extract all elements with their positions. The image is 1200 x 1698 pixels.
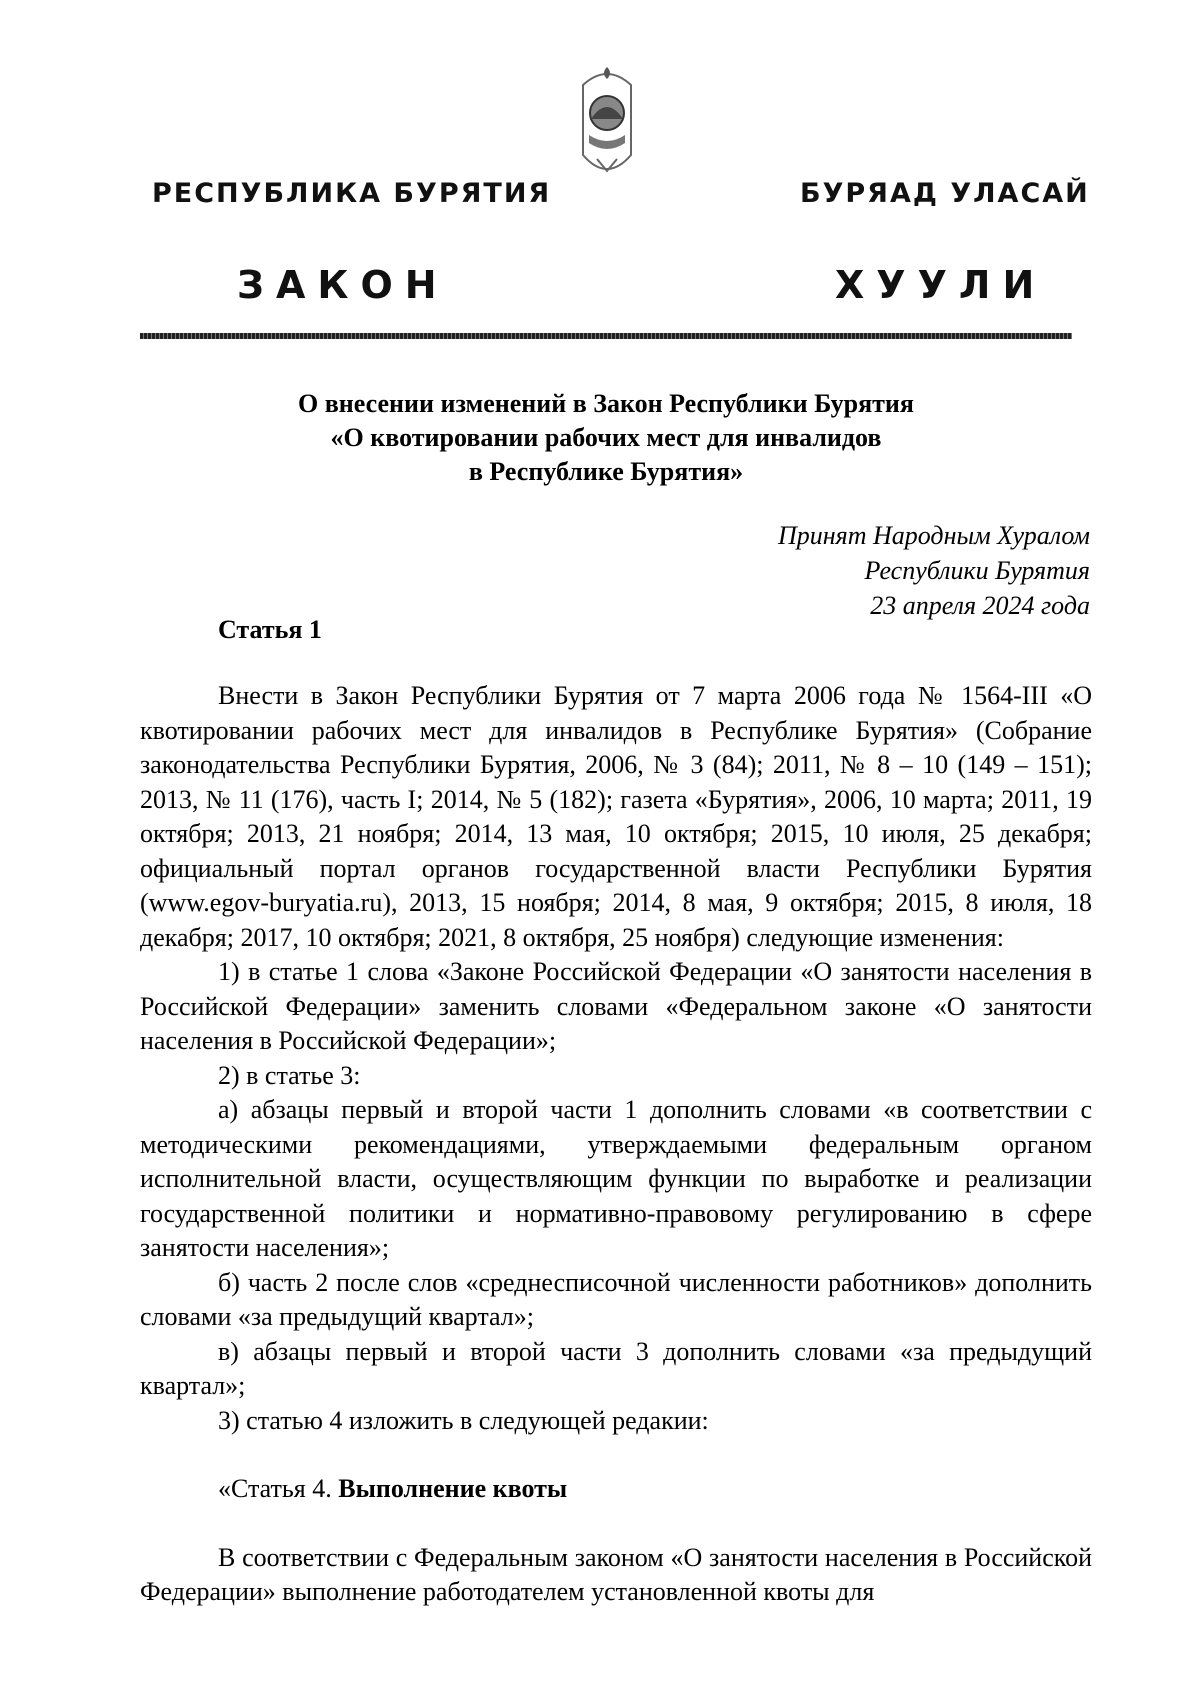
adoption-line: Принят Народным Хуралом	[777, 521, 1090, 550]
header-republic-ru: РЕСПУБЛИКА БУРЯТИЯ	[152, 178, 552, 209]
document-body	[140, 679, 1092, 1610]
header-law-bua: ХУУЛИ	[835, 263, 1047, 307]
body-paragraph: В соответствии с Федеральным законом «О занятости населения в Российской Федерации» выполнение работодателем установленной квоты для	[140, 1542, 1092, 1606]
document-title	[140, 387, 1072, 489]
body-paragraph: в) абзацы первый и второй части 3 дополнить словами «за предыдущий квартал»;	[140, 1336, 1092, 1400]
body-paragraph: 1) в статье 1 слова «Законе Российской Федерации «О занятости населения в Российской Федерации» заменить словами «Федеральном законе «О занятости населения в Российской Федерации»;	[140, 957, 1092, 1055]
coat-of-arms-emblem	[577, 55, 637, 185]
body-paragraph: 2) в статье 3:	[218, 1060, 361, 1090]
header-republic-bua: БУРЯАД УЛАСАЙ	[800, 178, 1090, 209]
body-paragraph: б) часть 2 после слов «среднесписочной численности работников» дополнить словами «за предыдущий квартал»;	[140, 1267, 1092, 1331]
body-paragraph: Внести в Закон Республики Бурятия от 7 марта 2006 года № 1564-III «О квотировании рабочих мест для инвалидов в Республике Бурятия» (Собрание законодательства Республики Бурятия, 2006, № 3 (84); 2011, № 8 – 10 (149 – 151); 2013, № 11 (176), часть I; 2014, № 5 (182); газета «Бурятия», 2006, 10 марта; 2011, 19 октября; 2013, 21 ноября; 2014, 13 мая, 10 октября; 2015, 10 июля, 25 декабря; официальный портал органов государственной власти Республики Бурятия (www.egov-buryatia.ru), 2013, 15 ноября; 2014, 8 мая, 9 октября; 2015, 8 июля, 18 декабря; 2017, 10 октября; 2021, 8 октября, 25 ноября) следующие изменения:	[140, 681, 1092, 952]
header-divider	[140, 333, 1072, 339]
title-line: О внесении изменений в Закон Республики Бурятия	[298, 389, 914, 418]
body-paragraph: 3) статью 4 изложить в следующей редакии:	[218, 1405, 709, 1435]
title-line: в Республике Бурятия»	[468, 457, 744, 486]
article-4-prefix: «Статья 4.	[218, 1474, 339, 1503]
adoption-note	[778, 518, 1090, 623]
adoption-line: Республики Бурятия	[864, 556, 1090, 585]
adoption-date: 23 апреля 2024 года	[870, 591, 1090, 620]
article-4-title: Выполнение квоты	[338, 1474, 568, 1503]
header-law-ru: ЗАКОН	[237, 263, 449, 307]
article-1-heading: Статья 1	[218, 615, 322, 644]
body-paragraph: а) абзацы первый и второй части 1 дополнить словами «в соответствии с методическими рекомендациями, утверждаемыми федеральным органом исполнительной власти, осуществляющим функции по выработке и реализации государственной политики и нормативно-правовому регулированию в сфере занятости населения»;	[140, 1095, 1092, 1262]
article-4-heading	[140, 1472, 1092, 1507]
title-line: «О квотировании рабочих мест для инвалидов	[330, 423, 882, 452]
